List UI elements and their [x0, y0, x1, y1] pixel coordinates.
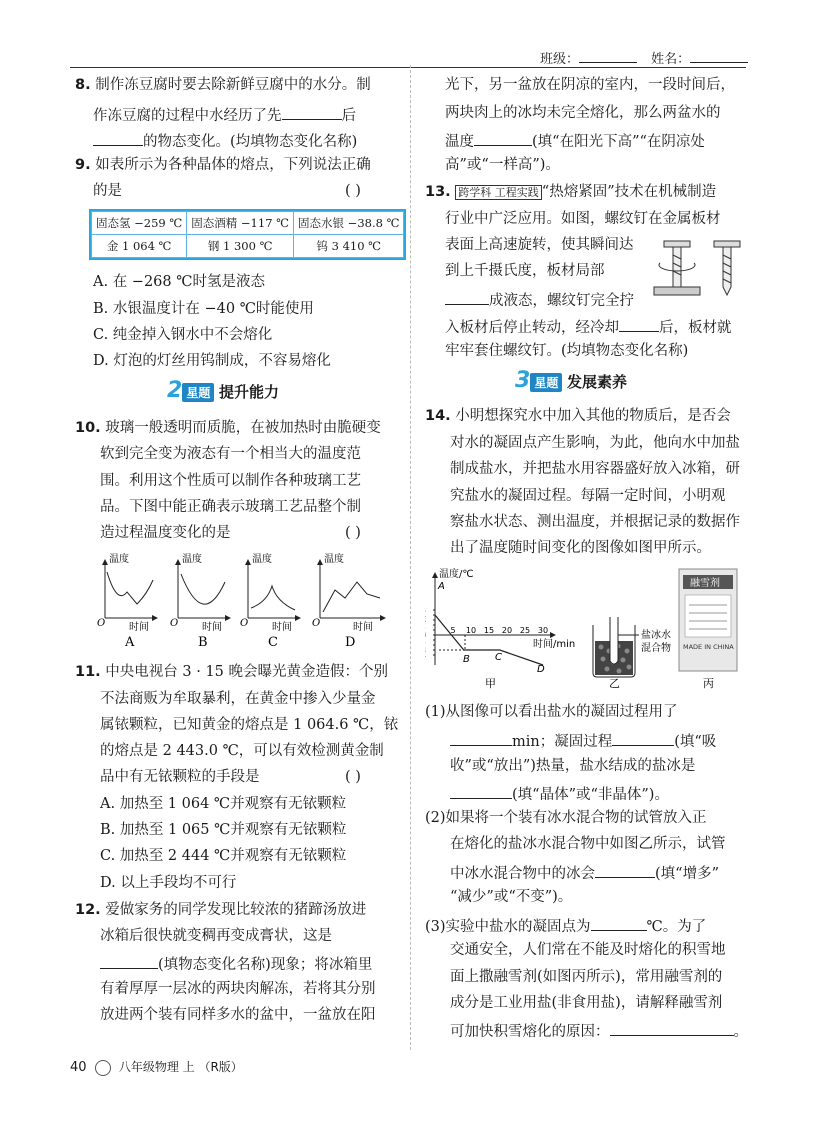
- graph-b-label: B: [198, 635, 208, 650]
- section-3-title: 发展素养: [566, 373, 627, 391]
- caption-bing: 丙: [703, 677, 714, 690]
- q14-p1-line2: [450, 729, 716, 752]
- graph-a-origin: O: [97, 618, 106, 629]
- q14-blank1[interactable]: [450, 729, 512, 746]
- q8-number: 8.: [75, 77, 91, 93]
- class-blank[interactable]: [579, 46, 637, 63]
- footer: [70, 1058, 243, 1076]
- q10-line3: 围。利用这个性质可以制作各种玻璃工艺: [100, 473, 361, 489]
- q11-text: 中央电视台 3 · 15 晚会曝光黄金造假：个别: [105, 664, 389, 680]
- q8-text2: 作冻豆腐的过程中水经历了先: [93, 108, 282, 124]
- test-tube-icon: [610, 617, 618, 664]
- q12-line2: 冰箱后很快就变稠再变成膏状，这是: [100, 928, 332, 944]
- q12-line3: [100, 952, 372, 975]
- bag-text: MADE IN CHINA: [683, 643, 734, 651]
- q11-option-a[interactable]: A. 加热至 1 064 ℃并观察有无铱颗粒: [100, 796, 347, 812]
- mascot-icon: [95, 1060, 111, 1076]
- point-a-label: A: [438, 581, 445, 592]
- q14-blank3[interactable]: [450, 782, 512, 799]
- graph-d-xlabel: 时间: [353, 622, 373, 633]
- graph-a-ylabel: 温度: [109, 554, 129, 565]
- q11-option-d[interactable]: D. 以上手段均不可行: [100, 875, 237, 891]
- graph-xlabel: 时间/min: [533, 639, 576, 650]
- section-2-number: 2: [167, 378, 183, 403]
- graph-b-origin: O: [170, 618, 179, 629]
- name-label: 姓名：: [651, 52, 691, 67]
- q9-text1: 如表所示为各种晶体的熔点，下列说法正确: [95, 157, 371, 173]
- q13-blank2[interactable]: [619, 315, 659, 332]
- q10-line5: 造过程温度变化的是: [100, 525, 231, 541]
- graph-d-origin: O: [312, 618, 321, 629]
- screw-icon: [714, 241, 740, 295]
- section-3-header: [515, 368, 627, 393]
- q14-p2-line4: “减少”或“不变”)。: [450, 889, 573, 905]
- q14-p3-text2: ℃。为了: [646, 919, 707, 935]
- q13-text5: 成液态，螺纹钉完全拧: [489, 293, 634, 309]
- q13-line2: 行业中广泛应用。如图，螺纹钉在金属板材: [445, 211, 721, 227]
- screw-rotating-icon: [654, 241, 700, 295]
- q13-text1: “热熔紧固”技术在机械制造: [541, 184, 717, 200]
- q10-number: 10.: [75, 420, 101, 436]
- q11-line5: 品中有无铱颗粒的手段是: [100, 769, 260, 785]
- point-b-label: B: [463, 654, 470, 665]
- q14-number: 14.: [425, 408, 451, 424]
- q12-cont-line1: 光下，另一盆放在阴凉的室内，一段时间后，: [445, 77, 735, 93]
- table-cell: 固态水银 −38.8 ℃: [294, 212, 404, 235]
- q12-blank1[interactable]: [100, 952, 158, 969]
- q8-text1: 制作冻豆腐时要去除新鲜豆腐中的水分。制: [95, 77, 371, 93]
- cooling-curve: [435, 615, 543, 665]
- q11-line4: 的熔点是 2 443.0 ℃，可以有效检测黄金制: [100, 743, 384, 759]
- q14-blank5[interactable]: [591, 914, 647, 931]
- q14-blank2[interactable]: [612, 729, 674, 746]
- page-number: 40: [70, 1060, 87, 1075]
- q14-p2-line1: (2)如果将一个装有冰水混合物的试管放入正: [425, 810, 707, 826]
- book-title: 八年级物理 上 （R版）: [118, 1060, 243, 1074]
- graph-b[interactable]: [170, 552, 230, 650]
- q9-option-c[interactable]: C. 纯金掉入钢水中不会熔化: [93, 327, 273, 343]
- x-ticks: [450, 626, 548, 635]
- melting-point-table: [89, 209, 406, 260]
- q14-p3-line1: [425, 914, 706, 937]
- table-cell: 金 1 064 ℃: [92, 235, 187, 258]
- section-2-badge: 星题: [182, 383, 214, 402]
- q14-text: 小明想探究水中加入其他的物质后，是否会: [455, 408, 731, 424]
- q13-text6: 入板材后停止转动，经冷却: [445, 320, 619, 336]
- point-c-label: C: [495, 652, 502, 663]
- q14-p2-line3: [450, 861, 719, 884]
- q12-line1: [75, 900, 366, 920]
- table-row: [92, 212, 404, 235]
- q14-figure: [425, 565, 755, 690]
- table-cell: 钢 1 300 ℃: [187, 235, 294, 258]
- screw-illustration: [650, 235, 750, 303]
- y-ticks: [425, 606, 435, 660]
- q13-text7: 后，板材就: [659, 320, 732, 336]
- beaker-label-1: 盐冰水: [641, 630, 671, 641]
- x-tick-label: 20: [501, 626, 513, 635]
- q8-line3: [93, 129, 357, 152]
- q14-line3: 制成盐水，并把盐水用容器盛好放入冰箱，研: [450, 461, 740, 477]
- q8-line1: [75, 75, 371, 95]
- q10-line4: 品。下图中能正确表示玻璃工艺品整个制: [100, 499, 361, 515]
- q12-line4: 有着厚厚一层冰的两块肉解冻，若将其分别: [100, 981, 376, 997]
- graph-b-ylabel: 温度: [182, 554, 202, 565]
- q12-text3: (填物态变化名称)现象；将冰箱里: [158, 957, 373, 973]
- q8-text4: 的物态变化。(均填物态变化名称): [143, 134, 358, 150]
- graph-a-xlabel: 时间: [129, 622, 149, 633]
- q11-option-b[interactable]: B. 加热至 1 065 ℃并观察有无铱颗粒: [100, 822, 347, 838]
- graph-c-xlabel: 时间: [272, 622, 292, 633]
- q14-p1-line1: (1)从图像可以看出盐水的凝固过程用了: [425, 704, 678, 720]
- graph-c[interactable]: [240, 552, 300, 650]
- q12-cont-text4: (填“在阳光下高”“在阴凉处: [532, 134, 705, 150]
- q14-line2: 对水的凝固点产生影响，为此，他向水中加盐: [450, 435, 740, 451]
- q13-line1: [425, 182, 716, 203]
- q9-answer-paren[interactable]: ( ): [345, 183, 361, 199]
- bag-title: 融雪剂: [690, 578, 720, 589]
- q14-p1-line4: [450, 782, 669, 805]
- q12-cont-line4: 高”或“一样高”)。: [445, 157, 560, 173]
- x-tick-label: 25: [519, 626, 531, 635]
- q14-p1-text2: min；凝固过程: [512, 734, 613, 750]
- q14-line6: 出了温度随时间变化的图像如图甲所示。: [450, 540, 711, 556]
- class-label: 班级：: [540, 52, 580, 67]
- q10-text: 玻璃一般透明而质脆，在被加热时由脆硬变: [105, 420, 381, 436]
- q12-text1: 爱做家务的同学发现比较浓的猪蹄汤放进: [105, 902, 367, 918]
- q14-line5: 察盐水状态、测出温度，并根据记录的数据作: [450, 514, 740, 530]
- q9-text2: 的是: [93, 183, 122, 199]
- table-cell: 固态氢 −259 ℃: [92, 212, 187, 235]
- table-cell: 固态酒精 −117 ℃: [187, 212, 294, 235]
- q14-blank4[interactable]: [595, 861, 655, 878]
- x-tick-label: 30: [537, 626, 549, 635]
- section-2-title: 提升能力: [218, 383, 279, 401]
- graph-d-ylabel: 温度: [324, 554, 344, 565]
- graph-c-origin: O: [240, 618, 249, 629]
- q13-number: 13.: [425, 184, 451, 200]
- q12-number: 12.: [75, 902, 101, 918]
- q9-option-a[interactable]: A. 在 −268 ℃时氢是液态: [93, 274, 265, 290]
- caption-yi: 乙: [609, 677, 620, 690]
- q9-option-b[interactable]: B. 水银温度计在 −40 ℃时能使用: [93, 301, 314, 317]
- graph-a-label: A: [125, 635, 135, 650]
- q14-p3-text6: 。: [733, 1024, 748, 1040]
- q11-option-c[interactable]: C. 加热至 2 444 ℃并观察有无铱颗粒: [100, 848, 347, 864]
- x-tick-label: 5: [450, 626, 456, 635]
- q9-line1: [75, 155, 371, 175]
- caption-jia: 甲: [485, 677, 496, 690]
- graph-ylabel: 温度/℃: [439, 569, 474, 580]
- graph-a[interactable]: [97, 552, 157, 650]
- graph-c-ylabel: 温度: [252, 554, 272, 565]
- q13-line3: 表面上高速旋转，使其瞬间达: [445, 237, 634, 253]
- q12-cont-line2: 两块肉上的冰均未完全熔化，那么两盆水的: [445, 105, 721, 121]
- q8-text3: 后: [341, 108, 356, 124]
- q8-blank1[interactable]: [282, 103, 342, 120]
- q14-line1: [425, 406, 731, 426]
- table-row: [92, 235, 404, 258]
- table-cell: 钨 3 410 ℃: [294, 235, 404, 258]
- q14-p3-line4: 成分是工业用盐(非食用盐)，请解释融雪剂: [450, 995, 723, 1011]
- deicer-bag-image: [679, 569, 737, 690]
- y-tick-label: [425, 651, 426, 660]
- q13-blank1[interactable]: [445, 288, 489, 305]
- name-blank[interactable]: [690, 46, 748, 63]
- q11-line2: 不法商贩为牟取暴利，在黄金中掺入少量金: [100, 691, 376, 707]
- graph-d[interactable]: [312, 552, 385, 650]
- column-divider: [410, 65, 411, 1050]
- q13-line4: 到上千摄氏度，板材局部: [445, 263, 605, 279]
- q10-answer-paren[interactable]: ( ): [345, 525, 361, 541]
- q12-blank2[interactable]: [474, 129, 532, 146]
- q14-p2-text4: (填“增多”: [655, 866, 719, 882]
- class-field: [540, 46, 748, 67]
- q14-p2-line2: 在熔化的盐冰水混合物中如图乙所示，试管: [450, 836, 726, 852]
- q13-line7: 牢牢套住螺纹钉。(均填物态变化名称): [445, 343, 689, 359]
- q8-line2: [93, 103, 356, 126]
- q11-number: 11.: [75, 664, 101, 680]
- beaker-label-2: 混合物: [641, 643, 671, 654]
- q14-p3-text5: 可加快积雪熔化的原因：: [450, 1024, 610, 1040]
- section-3-badge: 星题: [530, 373, 562, 392]
- q14-blank6[interactable]: [610, 1019, 734, 1036]
- q13-tag: 跨学科 工程实践: [455, 185, 542, 200]
- q11-line3: 属铱颗粒，已知黄金的熔点是 1 064.6 ℃，铱: [100, 717, 399, 733]
- graph-b-xlabel: 时间: [202, 622, 222, 633]
- q14-p3-line2: 交通安全，人们常在不能及时熔化的积雪地: [450, 942, 726, 958]
- x-tick-label: 10: [465, 626, 477, 635]
- graph-c-label: C: [268, 635, 278, 650]
- q9-line2: [93, 181, 122, 201]
- section-3-number: 3: [515, 368, 531, 393]
- header-rule: [70, 67, 746, 68]
- q10-graphs: [95, 550, 395, 650]
- q14-p2-text3: 中冰水混合物中的冰会: [450, 866, 595, 882]
- q14-p1-text4: (填“晶体”或“非晶体”)。: [512, 787, 669, 803]
- q14-p3-line3: 面上撒融雪剂(如图丙所示)，常用融雪剂的: [450, 969, 723, 985]
- q9-number: 9.: [75, 157, 91, 173]
- q10-line1: [75, 418, 381, 438]
- q14-line4: 究盐水的凝固过程。每隔一定时间，小明观: [450, 488, 726, 504]
- q9-option-d[interactable]: D. 灯泡的灯丝用钨制成，不容易熔化: [93, 353, 331, 369]
- q13-line6: [445, 315, 732, 338]
- q14-p3-text1: (3)实验中盐水的凝固点为: [425, 919, 591, 935]
- q11-answer-paren[interactable]: ( ): [345, 769, 361, 785]
- point-d-label: D: [537, 664, 545, 675]
- q13-line5: [445, 288, 634, 311]
- q14-p1-text3: (填“吸: [674, 734, 717, 750]
- q14-p1-line3: 收”或“放出”)热量，盐水结成的盐冰是: [450, 758, 696, 774]
- graph-d-label: D: [345, 635, 356, 650]
- q12-line5: 放进两个装有同样多水的盆中，一盆放在阳: [100, 1007, 376, 1023]
- q8-blank2[interactable]: [93, 129, 143, 146]
- section-2-header: [167, 378, 279, 403]
- q14-p3-line5: [450, 1019, 748, 1042]
- temperature-time-graph: [425, 567, 575, 690]
- x-tick-label: 15: [483, 626, 495, 635]
- beaker-illustration: [593, 617, 671, 690]
- q11-line1: [75, 662, 388, 682]
- q12-cont-text3: 温度: [445, 134, 474, 150]
- q12-cont-line3: [445, 129, 705, 152]
- q10-line2: 软到完全变为液态有一个相当大的温度范: [100, 446, 361, 462]
